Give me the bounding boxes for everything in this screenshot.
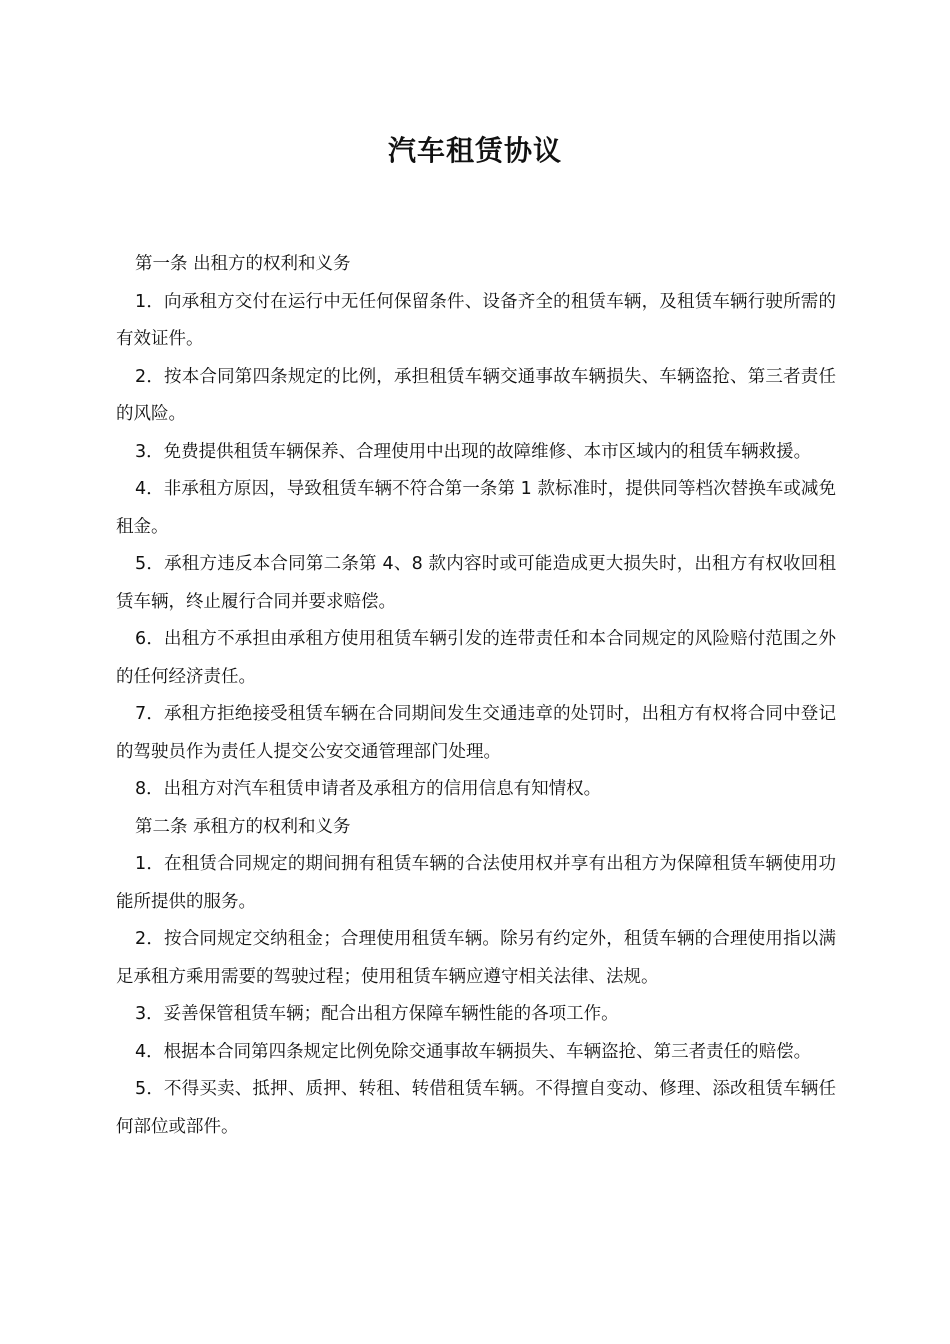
clause-paragraph: 2．按本合同第四条规定的比例，承担租赁车辆交通事故车辆损失、车辆盗抢、第三者责任的风险。 — [116, 366, 836, 424]
clause-paragraph: 1．向承租方交付在运行中无任何保留条件、设备齐全的租赁车辆，及租赁车辆行驶所需的有效证件。 — [116, 291, 836, 349]
clause-paragraph: 6．出租方不承担由承租方使用租赁车辆引发的连带责任和本合同规定的风险赔付范围之外的任何经济责任。 — [116, 629, 836, 687]
document-body — [116, 246, 836, 1146]
clause-paragraph: 5．承租方违反本合同第二条第 4、8 款内容时或可能造成更大损失时，出租方有权收回租赁车辆，终止履行合同并要求赔偿。 — [116, 554, 836, 612]
clause-paragraph: 2．按合同规定交纳租金；合理使用租赁车辆。除另有约定外，租赁车辆的合理使用指以满足承租方乘用需要的驾驶过程；使用租赁车辆应遵守相关法律、法规。 — [116, 929, 836, 987]
clause-paragraph: 1．在租赁合同规定的期间拥有租赁车辆的合法使用权并享有出租方为保障租赁车辆使用功能所提供的服务。 — [116, 854, 836, 912]
document-title: 汽车租赁协议 — [387, 134, 562, 167]
clause-paragraph: 3．免费提供租赁车辆保养、合理使用中出现的故障维修、本市区域内的租赁车辆救援。 — [135, 441, 812, 462]
section-heading: 第一条 出租方的权利和义务 — [135, 254, 351, 274]
clause-paragraph: 4．非承租方原因，导致租赁车辆不符合第一条第 1 款标准时，提供同等档次替换车或减免租金。 — [116, 479, 836, 537]
section-heading: 第二条 承租方的权利和义务 — [135, 816, 351, 837]
clause-paragraph: 5．不得买卖、抵押、质押、转租、转借租赁车辆。不得擅自变动、修理、添改租赁车辆任何部位或部件。 — [116, 1079, 836, 1137]
clause-paragraph: 8．出租方对汽车租赁申请者及承租方的信用信息有知情权。 — [135, 779, 602, 799]
clause-paragraph: 4．根据本合同第四条规定比例免除交通事故车辆损失、车辆盗抢、第三者责任的赔偿。 — [135, 1041, 812, 1062]
clause-paragraph: 7．承租方拒绝接受租赁车辆在合同期间发生交通违章的处罚时，出租方有权将合同中登记的驾驶员作为责任人提交公安交通管理部门处理。 — [116, 704, 836, 762]
clause-paragraph: 3．妥善保管租赁车辆；配合出租方保障车辆性能的各项工作。 — [135, 1004, 619, 1024]
